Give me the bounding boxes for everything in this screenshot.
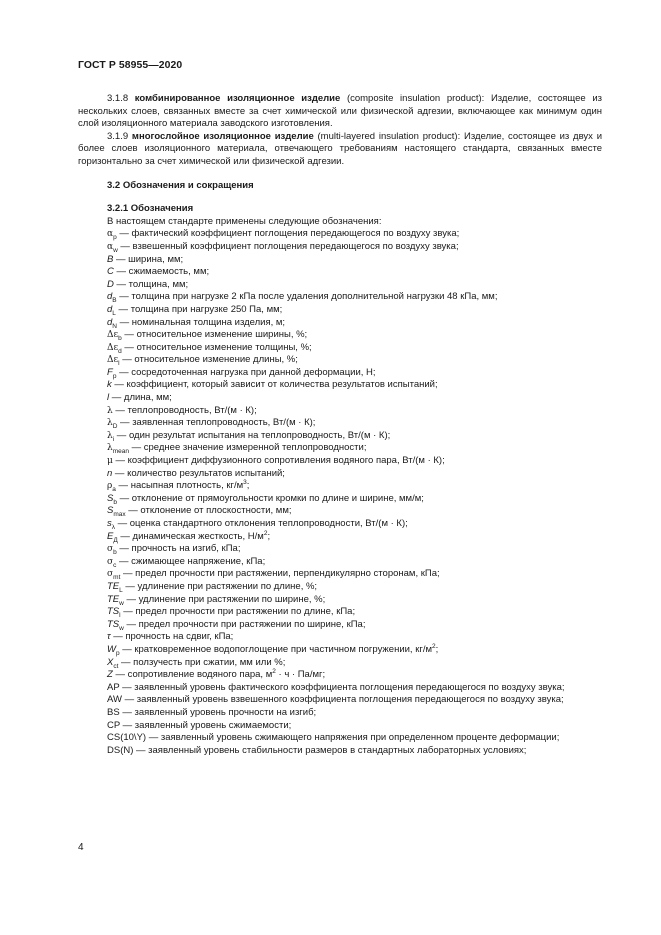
symbol-subscript: w [119,624,124,632]
symbol-description: — относительное изменение длины, %; [119,354,298,366]
symbol-description: — фактический коэффициент поглощения передающегося по воздуху звука; [116,228,460,240]
symbol-row [78,367,602,380]
symbol: σ [107,556,114,567]
symbol-subscript: b [113,549,117,557]
symbol: X [107,656,114,668]
symbol: μ [107,456,113,467]
clause-number: 3.1.8 [107,93,129,104]
symbol: Z [107,669,113,681]
symbol-row [78,480,602,493]
symbol-description: — насыпная плотность, кг/м [115,480,244,492]
clause-3-1-8 [78,93,602,131]
page-number: 4 [78,842,84,853]
symbol: λ [107,418,113,429]
symbol-subscript: L [119,586,123,594]
symbol-row [78,568,602,581]
symbol-subscript: N [112,322,117,330]
symbol-row [78,417,602,430]
symbol: k [107,379,112,391]
symbol: σ [107,544,114,555]
symbol-description: — оценка стандартного отклонения теплопроводности, Вт/(м · К); [115,518,408,529]
unit-superscript: 2 [272,667,276,675]
clause-3-1-9 [78,131,602,169]
symbol-description: — толщина при нагрузке 250 Па, мм; [115,303,283,315]
symbol: Δε [107,330,119,341]
abbreviation: CS(10\Y) [107,732,147,744]
clause-term: многослойное изоляционное изделие [131,130,314,142]
symbol-subscript: B [112,297,117,305]
symbol-row [78,556,602,569]
symbol-subscript: b [118,334,122,342]
symbol: F [107,366,113,378]
symbol: E [107,530,114,542]
symbol-description: — взвешенный коэффициент поглощения передающегося по воздуху звука; [117,240,459,252]
symbol-description: — сжимаемость, мм; [113,266,210,278]
symbol-subscript: L [112,309,116,317]
symbol-description: — ширина, мм; [113,253,184,265]
symbol: α [107,229,114,240]
symbol-description: — удлинение при растяжении по длине, %; [122,580,318,592]
symbol-description: — сопротивление водяного пара, м [112,669,273,681]
symbol-row [78,266,602,279]
symbol-row [78,317,602,330]
symbol: α [107,241,114,252]
symbol-row [78,505,602,518]
symbol-row [78,405,602,418]
symbol-description: — коэффициент диффузионного сопротивления водяного пара, Вт/(м · К); [112,455,445,467]
symbol-description: — прочность на сдвиг, кПа; [110,631,234,643]
symbol: d [107,291,113,303]
document-body [78,93,602,757]
symbol-row [78,531,602,544]
symbol-row [78,241,602,254]
symbol-description: — относительное изменение толщины, %; [121,341,312,353]
subsection-title: 3.2.1 Обозначения [107,203,194,215]
symbol: C [107,266,114,278]
unit-superscript: 3 [243,479,247,487]
symbols-list [78,228,602,681]
symbol-description: — относительное изменение ширины, %; [121,329,308,341]
symbol: d [107,316,113,328]
symbol-description: — толщина, мм; [113,278,189,290]
symbol-row [78,304,602,317]
symbol-subscript: c [113,561,117,569]
symbol-subscript: Д [113,536,118,544]
abbreviation-row [78,707,602,720]
symbol-row [78,606,602,619]
abbreviation-description: — заявленный уровень прочности на изгиб; [119,706,317,718]
symbol-description: — заявленная теплопроводность, Вт/(м · К); [117,417,316,429]
symbol: TE [107,580,120,592]
symbol: λ [107,430,113,441]
abbreviation-row [78,732,602,745]
abbreviation-description: — заявленный уровень фактического коэффициента поглощения передающегося по воздуху звука; [119,681,565,693]
symbol: W [107,643,116,655]
symbol-subscript: i [112,435,115,443]
symbol: n [107,467,113,479]
abbreviation-description: — заявленный уровень взвешенного коэффициента поглощения передающегося по воздуху звука; [121,694,564,706]
symbol-subscript: w [119,599,124,607]
symbol-row [78,644,602,657]
symbol-description: — прочность на изгиб, кПа; [116,543,241,555]
symbol-description: — отклонение от прямоугольности кромки по длине и ширине, мм/м; [116,492,424,504]
symbol-row [78,354,602,367]
symbol-subscript: p [113,234,117,242]
symbol: λ [107,443,113,454]
symbol-subscript: w [113,246,118,254]
unit-superscript: 2 [432,642,436,650]
symbol-row [78,329,602,342]
symbol-description: — толщина при нагрузке 2 кПа после удаления дополнительной нагрузки 48 кПа, мм; [116,291,498,303]
symbol-row [78,543,602,556]
symbol: TS [107,618,120,630]
abbreviation-row [78,694,602,707]
symbol-description: — удлинение при растяжении по ширине, %; [123,593,326,605]
symbol-row [78,430,602,443]
symbol-row [78,493,602,506]
symbol-description: — отклонение от плоскостности, мм; [125,505,292,517]
symbol-description: — среднее значение измеренной теплопроводности; [128,442,367,454]
clause-number: 3.1.9 [107,130,129,142]
clause-body: (multi-layered insulation product): Изделие, состоящее из двух и более слоев изоляционного материала, отвечающего требованиям настоящего стандарта, связанных вместе горизонтально за счет химической или физической адгезии. [78,130,603,167]
symbols-intro: В настоящем стандарте применены следующие обозначения: [107,215,382,227]
clause-term: комбинированное изоляционное изделие [134,93,341,104]
symbol-description: — предел прочности при растяжении по длине, кПа; [120,606,356,618]
symbol-description-tail: ; [246,480,250,492]
symbol-description: — длина, мм; [109,392,172,404]
symbol-description: — теплопроводность, Вт/(м · К); [112,404,257,416]
symbol: τ [107,631,111,643]
symbol: s [107,518,112,529]
symbol-row [78,291,602,304]
section-title: 3.2 Обозначения и сокращения [107,179,254,191]
symbol-row [78,379,602,392]
symbol-row [78,228,602,241]
symbol-row [78,669,602,682]
abbreviation-row [78,682,602,695]
symbol: B [107,253,114,265]
abbreviation-description: — заявленный уровень сжимающего напряжения при определенном проценте деформации; [146,732,560,744]
symbol: σ [107,569,114,580]
symbol-subscript: b [113,498,117,506]
symbol-row [78,392,602,405]
abbreviation: AW [107,694,122,706]
symbol-subscript: max [113,511,126,519]
symbol-description-tail: ; [267,530,271,542]
symbol-row [78,581,602,594]
symbol: λ [107,405,113,416]
symbol-subscript: mean [112,448,129,456]
symbol-row [78,279,602,292]
abbreviation-row [78,745,602,758]
symbol-row [78,631,602,644]
symbol-row [78,518,602,531]
document-header: ГОСТ Р 58955—2020 [78,60,183,71]
symbol-description: — коэффициент, который зависит от количества результатов испытаний; [111,379,438,391]
symbol-subscript: λ [111,523,115,531]
symbol-description: — один результат испытания на теплопроводность, Вт/(м · К); [114,429,391,441]
unit-superscript: 2 [263,529,268,537]
symbol-subscript: p [112,372,117,380]
symbol: Δε [107,355,119,366]
symbol-subscript: p [115,649,120,657]
abbreviation: DS(N) [107,744,134,756]
symbol: D [107,278,114,290]
symbol-row [78,657,602,670]
abbreviations-list [78,682,602,758]
clause-body: (composite insulation product): Изделие, состоящее из нескольких слоев, связанных вместе за счет химической или физической адгезии, включающее как минимум один слой изоляционного материала заводского изготовления. [78,93,603,130]
symbol-description: — предел прочности при растяжении, перпендикулярно сторонам, кПа; [120,568,440,580]
symbol: ρ [107,481,113,492]
symbol-description: — динамическая жесткость, Н/м [117,530,264,542]
symbol: TS [107,606,120,618]
symbol: S [107,492,114,504]
symbol: TE [107,593,120,605]
symbol-subscript: l [118,360,120,368]
abbreviation-row [78,720,602,733]
symbol-description: — ползучесть при сжатии, мм или %; [118,656,286,668]
symbol-description-tail: · ч · Па/мг; [275,669,326,681]
symbol: S [107,505,114,517]
symbol-subscript: mt [113,574,121,582]
symbol: d [107,303,113,315]
symbol-row [78,455,602,468]
abbreviation-description: — заявленный уровень стабильности размеров в стандартных лабораторных условиях; [133,744,527,756]
symbol-row [78,254,602,267]
symbol-description-tail: ; [435,643,439,655]
symbol-row [78,342,602,355]
symbol: Δε [107,342,119,353]
symbol-subscript: l [119,612,121,620]
abbreviation: BS [107,706,120,718]
symbol-description: — количество результатов испытаний; [112,467,285,479]
symbol-description: — номинальная толщина изделия, м; [117,316,286,328]
symbol-description: — сосредоточенная нагрузка при данной деформации, Н; [116,366,376,378]
symbol-subscript: ct [113,662,119,670]
symbol-row [78,442,602,455]
symbol-row [78,468,602,481]
symbol-subscript: a [112,486,116,494]
abbreviation: AP [107,681,120,693]
symbol: l [107,392,110,404]
abbreviation: CP [107,719,121,731]
symbol-description: — предел прочности при растяжении по ширине, кПа; [123,618,366,630]
symbol-row [78,594,602,607]
symbol-subscript: D [112,423,118,431]
symbol-description: — кратковременное водопоглощение при частичном погружении, кг/м [119,643,432,655]
symbol-description: — сжимающее напряжение, кПа; [116,555,266,567]
symbol-subscript: d [118,347,122,355]
abbreviation-description: — заявленный уровень сжимаемости; [120,719,292,731]
symbol-row [78,619,602,632]
